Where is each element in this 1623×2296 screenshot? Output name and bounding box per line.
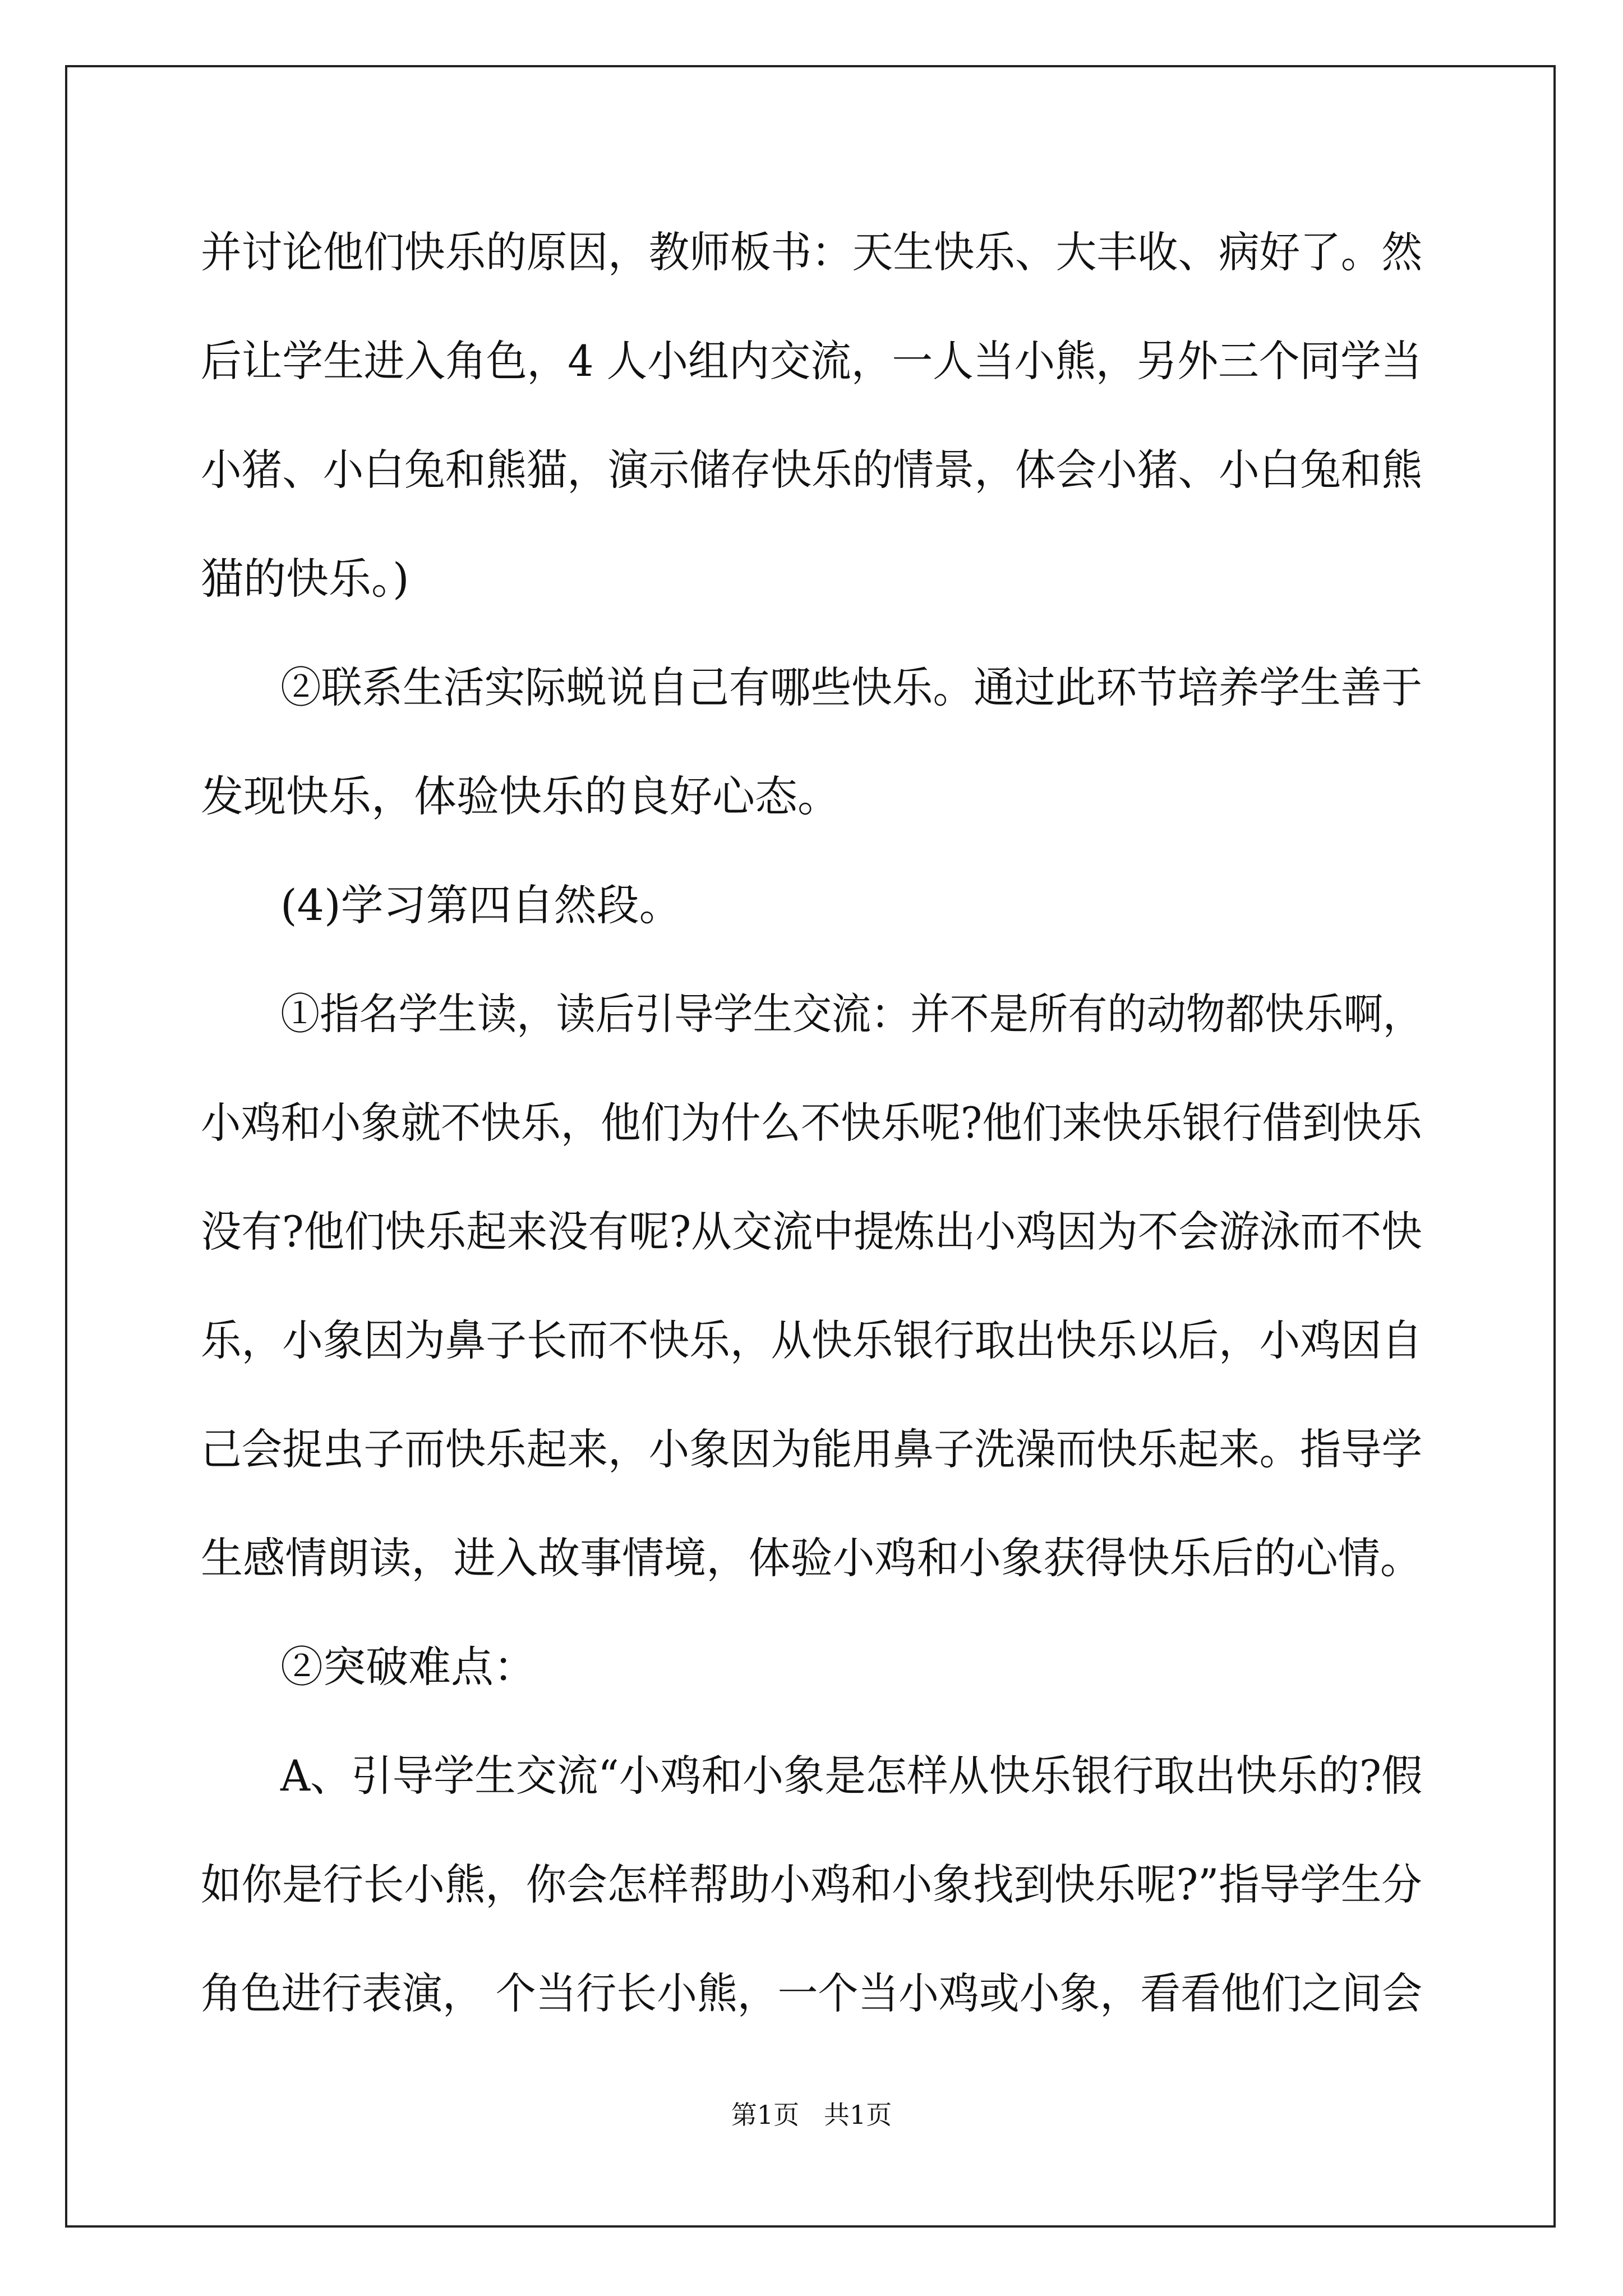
text-line: 角色进行表演， 个当行长小熊，一个当小鸡或小象，看看他们之间会: [201, 1968, 1423, 2018]
text-line: 乐，小象因为鼻子长而不快乐，从快乐银行取出快乐以后，小鸡因自: [201, 1315, 1423, 1365]
text-line: 生感情朗读，进入故事情境，体验小鸡和小象获得快乐后的心情。: [201, 1533, 1422, 1583]
text-line: 猫的快乐。): [201, 554, 409, 604]
text-line: ②突破难点：: [280, 1642, 536, 1692]
page-footer: 第1页 共1页: [731, 2100, 892, 2130]
text-line: 发现快乐，体验快乐的良好心态。: [201, 771, 840, 821]
text-line: 小鸡和小象就不快乐，他们为什么不快乐呢?他们来快乐银行借到快乐: [201, 1098, 1422, 1148]
text-line: 并讨论他们快乐的原因，教师板书：天生快乐、大丰收、病好了。然: [201, 227, 1423, 277]
text-line: 己会捉虫子而快乐起来，小象因为能用鼻子洗澡而快乐起来。指导学: [201, 1424, 1423, 1474]
text-line: 后让学生进入角色，4 人小组内交流，一人当小熊，另外三个同学当: [201, 336, 1422, 386]
text-line: 小猪、小白兔和熊猫，演示储存快乐的情景，体会小猪、小白兔和熊: [201, 445, 1423, 495]
text-line: 如你是行长小熊，你会怎样帮助小鸡和小象找到快乐呢?”指导学生分: [201, 1860, 1422, 1910]
text-line: 没有?他们快乐起来没有呢?从交流中提炼出小鸡因为不会游泳而不快: [201, 1207, 1422, 1257]
text-line: (4)学习第四自然段。: [280, 880, 682, 930]
text-line: A、引导学生交流“小鸡和小象是怎样从快乐银行取出快乐的?假: [280, 1751, 1423, 1801]
text-line: ②联系生活实际蜕说自己有哪些快乐。通过此环节培养学生善于: [280, 662, 1423, 712]
text-line: ①指名学生读，读后引导学生交流：并不是所有的动物都快乐啊，: [280, 989, 1423, 1039]
